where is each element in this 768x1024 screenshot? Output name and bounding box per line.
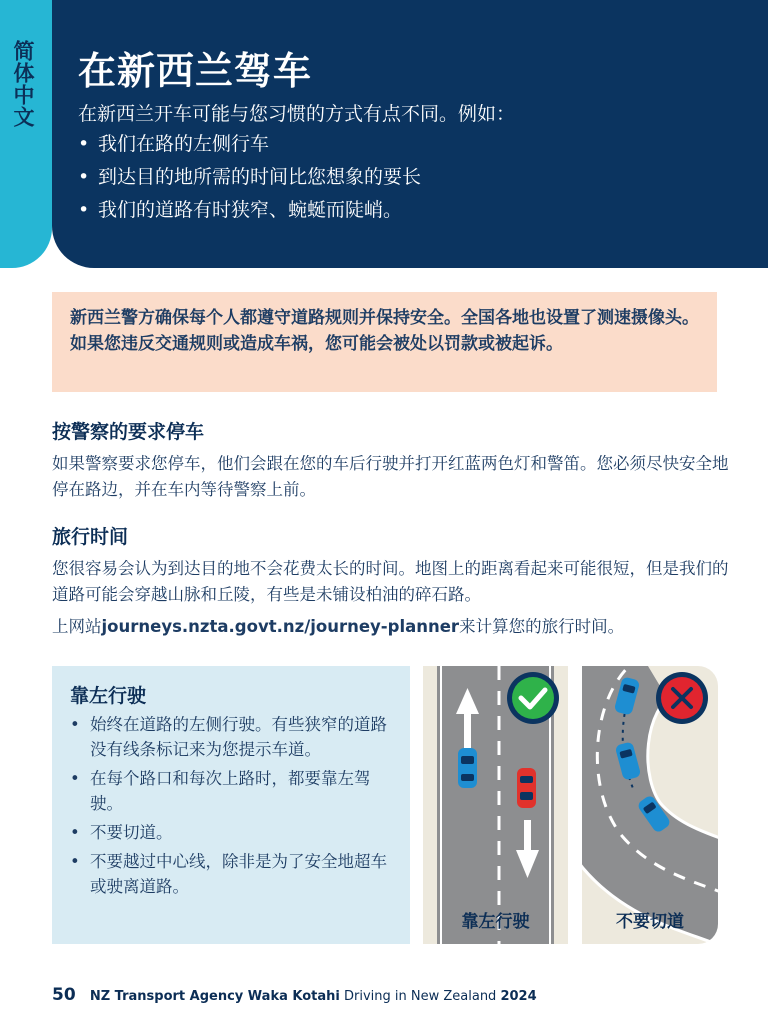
page-footer <box>52 985 537 1005</box>
keep-left-box <box>52 666 410 944</box>
keep-left-item: • 在每个路口和每次上路时，都要靠左驾驶。 <box>70 766 400 816</box>
travel-time-section <box>52 522 732 640</box>
keep-left-item: • 不要切道。 <box>70 820 400 845</box>
keep-left-item: • 不要越过中心线，除非是为了安全地超车或驶离道路。 <box>70 849 400 899</box>
keep-left-illustration <box>423 666 568 944</box>
police-stop-text: 如果警察要求您停车，他们会跟在您的车后行驶并打开红蓝两色灯和警笛。您必须尽快安全地停在路边，并在车内等待警察上前。 <box>52 454 729 499</box>
police-callout <box>52 292 717 392</box>
cross-icon <box>656 672 708 724</box>
header-bullet: • 到达目的地所需的时间比您想象的要长 <box>78 161 421 194</box>
link-prefix: 上网站 <box>52 617 102 636</box>
footer-year: 2024 <box>500 989 537 1004</box>
header-bullet: • 我们在路的左侧行车 <box>78 128 421 161</box>
red-car-icon <box>517 768 536 808</box>
check-icon <box>507 672 559 724</box>
police-stop-section <box>52 417 732 503</box>
header-intro: 在新西兰开车可能与您习惯的方式有点不同。例如： <box>78 103 516 125</box>
curved-road-graphic <box>582 666 718 944</box>
header-bullet-list <box>78 128 421 227</box>
footer-org: NZ Transport Agency Waka Kotahi <box>89 989 340 1004</box>
footer-doc-title: Driving in New Zealand <box>344 989 497 1004</box>
travel-time-heading: 旅行时间 <box>52 526 129 548</box>
no-corner-cutting-illustration <box>582 666 718 944</box>
straight-road-graphic <box>423 666 568 944</box>
travel-time-text: 您很容易会认为到达目的地不会花费太长的时间。地图上的距离看起来可能很短，但是我们的道路可能会穿越山脉和丘陵，有些是未铺设柏油的碎石路。 <box>52 559 729 604</box>
link-suffix: 来计算您的旅行时间。 <box>459 617 625 636</box>
blue-car-icon <box>458 748 477 788</box>
journey-planner-line <box>52 614 732 640</box>
language-tab <box>0 0 52 268</box>
language-label: 简体中文 <box>11 40 35 128</box>
keep-left-list <box>70 712 400 903</box>
page-title: 在新西兰驾车 <box>78 49 313 93</box>
police-stop-heading: 按警察的要求停车 <box>52 421 205 443</box>
callout-text: 新西兰警方确保每个人都遵守道路规则并保持安全。全国各地也设置了测速摄像头。如果您违反交通规则或造成车祸，您可能会被处以罚款或被起诉。 <box>70 308 699 354</box>
keep-left-caption: 靠左行驶 <box>461 912 530 932</box>
page-header <box>52 0 768 268</box>
no-corner-cutting-caption: 不要切道 <box>616 912 684 932</box>
keep-left-item: • 始终在道路的左侧行驶。有些狭窄的道路没有线条标记来为您提示车道。 <box>70 712 400 762</box>
journey-planner-link[interactable]: journeys.nzta.govt.nz/journey-planner <box>101 617 460 636</box>
header-bullet: • 我们的道路有时狭窄、蜿蜒而陡峭。 <box>78 194 421 227</box>
page-number: 50 <box>52 985 76 1005</box>
keep-left-heading: 靠左行驶 <box>70 685 147 707</box>
